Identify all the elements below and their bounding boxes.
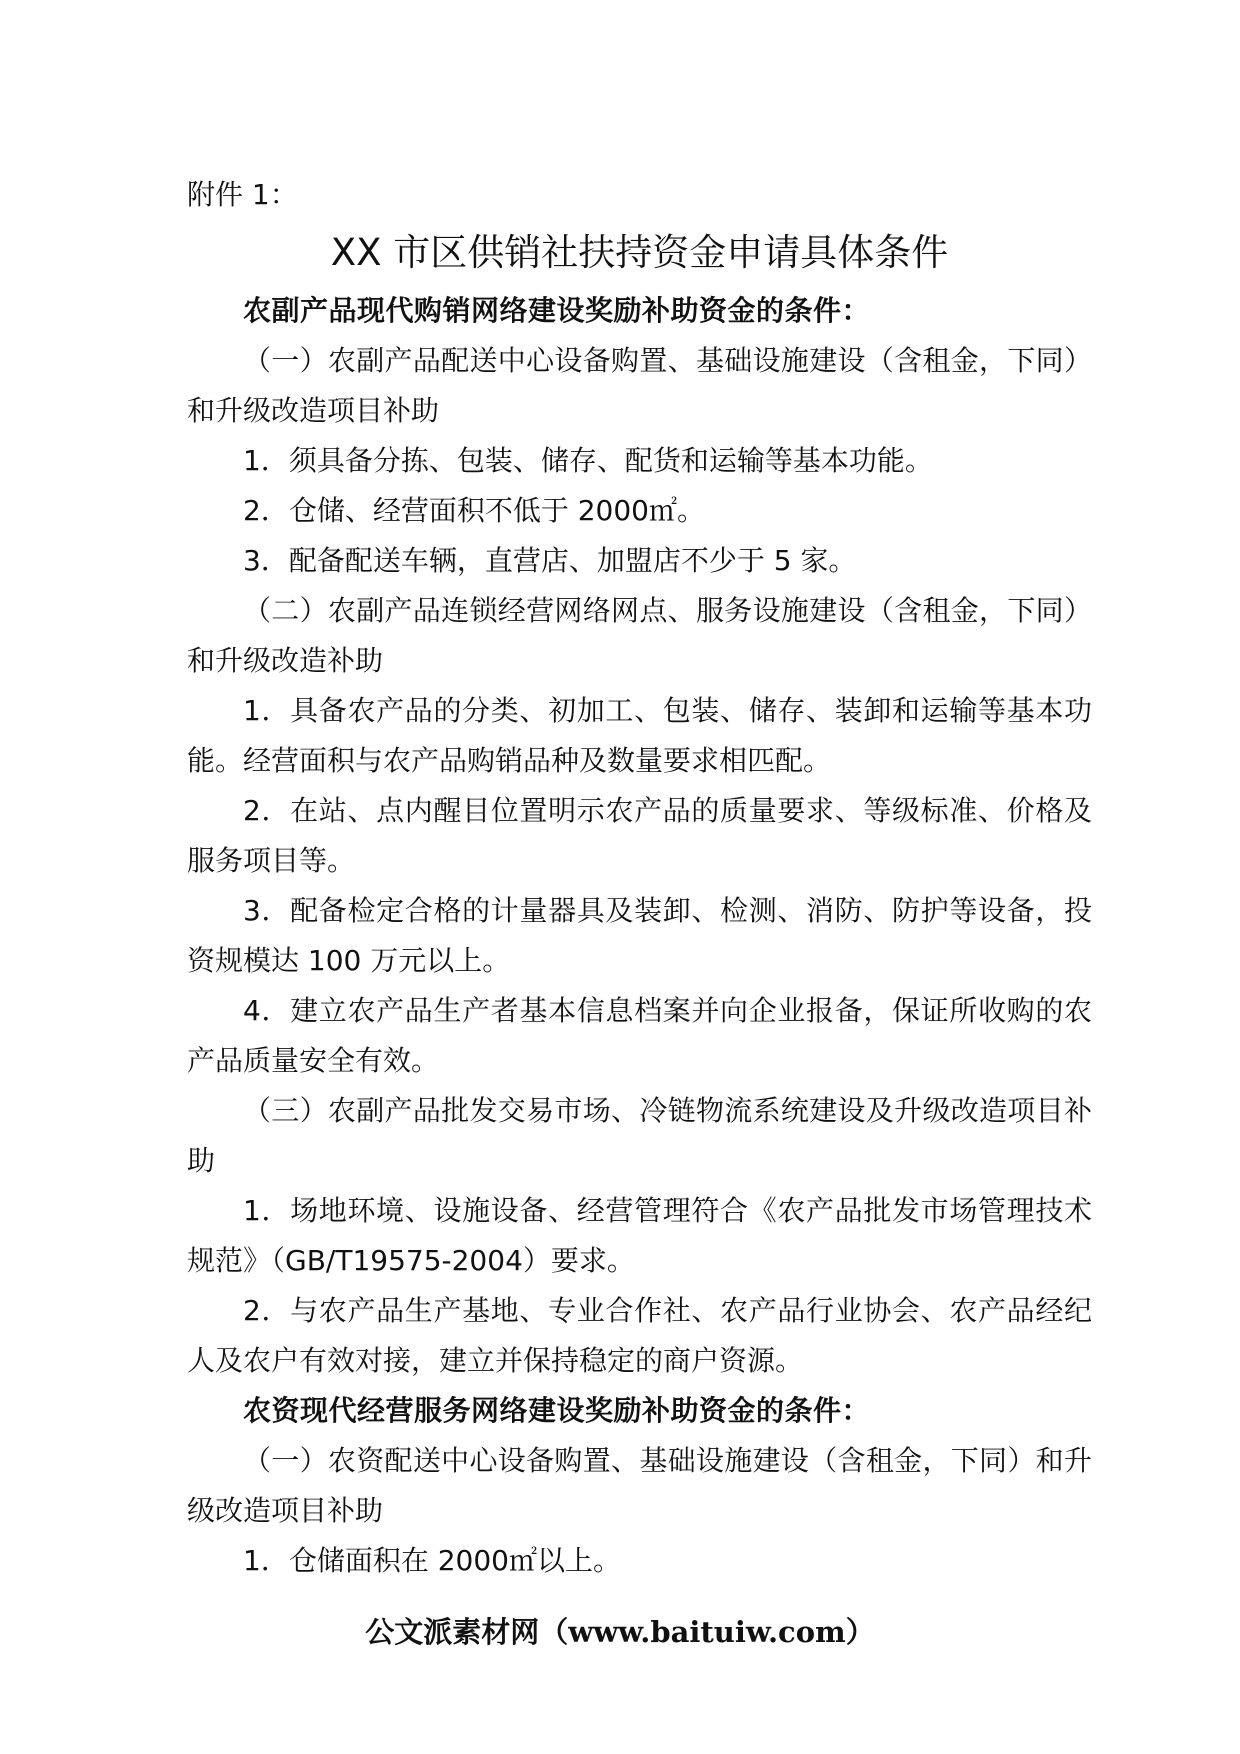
attachment-label: 附件 1： — [187, 178, 298, 211]
paragraph: （二）农副产品连锁经营网络网点、服务设施建设（含租金，下同）和升级改造补助 — [187, 594, 1092, 677]
paragraph: 1．具备农产品的分类、初加工、包装、储存、装卸和运输等基本功能。经营面积与农产品购销品种及数量要求相匹配。 — [187, 694, 1092, 777]
document-body — [187, 170, 1092, 1586]
paragraph: 1．须具备分拣、包装、储存、配货和运输等基本功能。 — [243, 444, 933, 477]
paragraph: 2．在站、点内醒目位置明示农产品的质量要求、等级标准、价格及服务项目等。 — [187, 794, 1092, 877]
section-heading: 农副产品现代购销网络建设奖励补助资金的条件： — [243, 294, 871, 327]
paragraph: （一）农资配送中心设备购置、基础设施建设（含租金，下同）和升级改造项目补助 — [187, 1444, 1092, 1527]
paragraph: 4．建立农产品生产者基本信息档案并向企业报备，保证所收购的农产品质量安全有效。 — [187, 994, 1092, 1077]
paragraph: 1．仓储面积在 2000㎡以上。 — [243, 1544, 621, 1577]
paragraph: （三）农副产品批发交易市场、冷链物流系统建设及升级改造项目补助 — [187, 1094, 1092, 1177]
paragraph: 2．与农产品生产基地、专业合作社、农产品行业协会、农产品经纪人及农户有效对接，建立并保持稳定的商户资源。 — [187, 1294, 1092, 1377]
document-title: XX 市区供销社扶持资金申请具体条件 — [330, 231, 949, 274]
paragraph: （一）农副产品配送中心设备购置、基础设施建设（含租金，下同）和升级改造项目补助 — [187, 344, 1092, 427]
paragraph: 2．仓储、经营面积不低于 2000㎡。 — [243, 494, 705, 527]
paragraph: 3．配备检定合格的计量器具及装卸、检测、消防、防护等设备，投资规模达 100 万元以上。 — [187, 894, 1092, 977]
section-heading: 农资现代经营服务网络建设奖励补助资金的条件： — [243, 1394, 871, 1427]
footer-watermark: 公文派素材网（www.baituiw.com） — [365, 1615, 875, 1649]
paragraph: 1．场地环境、设施设备、经营管理符合《农产品批发市场管理技术规范》（GB/T19575-2004）要求。 — [187, 1194, 1092, 1277]
paragraph: 3．配备配送车辆，直营店、加盟店不少于 5 家。 — [243, 544, 857, 577]
